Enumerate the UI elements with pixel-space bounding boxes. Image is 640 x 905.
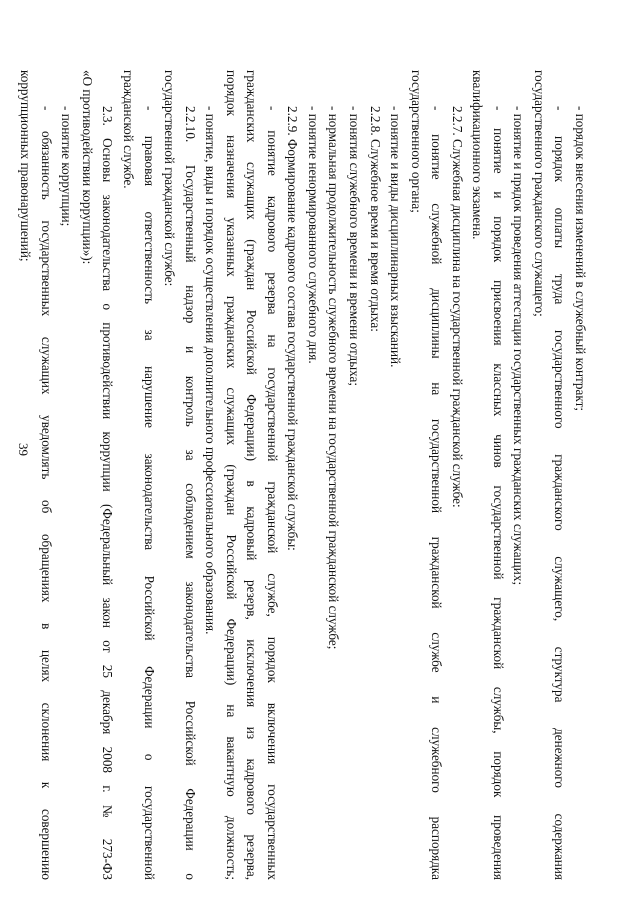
- text-line: - порядок оплаты труда государственного гражданского служащего, структура денежного содержания: [552, 106, 568, 880]
- text-line: - понятие и порядок присвоения классных чинов государственной гражданской службы, порядок проведения: [490, 106, 506, 880]
- text-line: 2.2.9. Формирование кадрового состава государственной гражданской службы:: [285, 106, 301, 551]
- text-line: государственного гражданского служащего;: [531, 70, 547, 317]
- page-number: 39: [16, 443, 31, 456]
- text-line: порядок назначения указанных гражданских служащих (граждан Российской Федерации) на вакантную должность;: [223, 70, 239, 880]
- text-line: - порядок внесения изменений в служебный контракт;: [573, 106, 588, 412]
- text-line: 2.2.7. Служебная дисциплина на государственной гражданской службе:: [449, 106, 465, 508]
- text-line: - нормальная продолжительность служебного времени на государственной гражданской службе;: [326, 106, 342, 650]
- text-line: гражданских служащих (граждан Российской Федерации) в кадровый резерв, исключения из кадрового резерва,: [244, 70, 260, 880]
- text-line: гражданской службе.: [120, 70, 136, 189]
- text-line: государственного органа;: [408, 70, 424, 213]
- text-line: 2.3. Основы законодательства о противодействии коррупции (Федеральный закон от 25 декабря 2008 г. № 273-ФЗ: [100, 106, 116, 880]
- text-line: - понятия служебного времени и времени отдыха;: [346, 106, 362, 387]
- text-line: - понятие коррупции;: [59, 106, 75, 227]
- text-line: - понятие, виды и порядок осуществления дополнительного профессионального образования.: [203, 106, 219, 635]
- text-line: - понятие ненормированного служебного дня.: [305, 106, 321, 364]
- text-line: квалификационного экзамена.: [470, 70, 486, 240]
- text-line: - правовая ответственность за нарушение законодательства Российской Федерации о государственной: [141, 106, 157, 880]
- text-line: 2.2.8. Служебное время и время отдыха:: [367, 106, 383, 332]
- text-line: - понятие и виды дисциплинарных взысканий.: [388, 106, 404, 368]
- text-line: - обязанность государственных служащих уведомлять об обращениях в целях склонения к совершению: [38, 106, 54, 880]
- text-line: «О противодействии коррупции»):: [79, 70, 95, 265]
- text-line: - понятие кадрового резерва на государственной гражданской службе, порядок включения государственных: [264, 106, 280, 880]
- text-line: 2.2.10. Государственный надзор и контроль за соблюдением законодательства Российской Федерации о: [182, 106, 198, 880]
- text-line: коррупционных правонарушений;: [18, 70, 34, 262]
- text-line: государственной гражданской службе:: [162, 70, 178, 287]
- text-line: - понятие и прядок проведения аттестации государственных гражданских служащих;: [511, 106, 527, 586]
- document-body: [15, 10, 590, 890]
- text-line: - понятие служебной дисциплины на государственной гражданской службе и служебного распорядка: [429, 106, 445, 880]
